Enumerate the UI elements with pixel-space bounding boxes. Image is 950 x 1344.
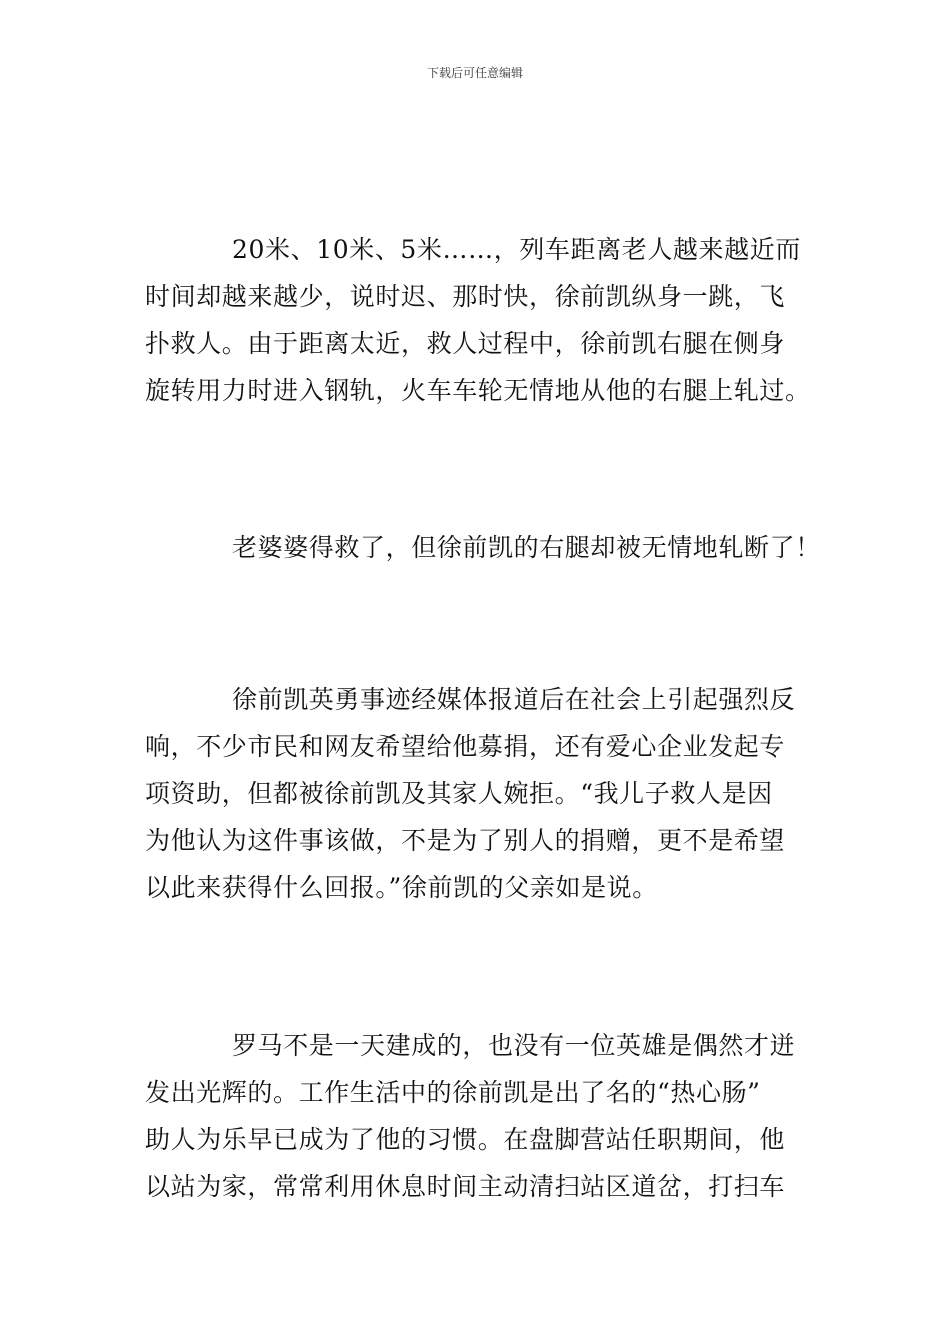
- paragraph-line: 助人为乐早已成为了他的习惯。在盘脚营站任职期间，他: [145, 1125, 786, 1154]
- paragraph-line: 发出光辉的。工作生活中的徐前凯是出了名的“热心肠”: [145, 1078, 761, 1107]
- paragraph-line: 徐前凯英勇事迹经媒体报道后在社会上引起强烈反: [232, 685, 796, 714]
- paragraph-rescue: [145, 226, 811, 414]
- paragraph-public-response: [145, 676, 807, 911]
- paragraph-line: 以此来获得什么回报。”徐前凯的父亲如是说。: [145, 873, 658, 902]
- paragraph-line: 20米、10米、5米……，列车距离老人越来越近而: [232, 235, 801, 264]
- paragraph-line: 老婆婆得救了，但徐前凯的右腿却被无情地轧断了！: [232, 533, 821, 562]
- paragraph-character: [145, 1022, 807, 1210]
- paragraph-line: 时间却越来越少，说时迟、那时快，徐前凯纵身一跳，飞: [145, 282, 786, 311]
- paragraph-outcome: [145, 524, 821, 571]
- paragraph-line: 项资助，但都被徐前凯及其家人婉拒。“我儿子救人是因: [145, 779, 773, 808]
- paragraph-line: 罗马不是一天建成的，也没有一位英雄是偶然才迸: [232, 1031, 796, 1060]
- page-header-note: 下载后可任意编辑: [426, 66, 523, 80]
- paragraph-line: 扑救人。由于距离太近，救人过程中，徐前凯右腿在侧身: [145, 329, 786, 358]
- paragraph-line: 以站为家，常常利用休息时间主动清扫站区道岔，打扫车: [145, 1172, 786, 1201]
- paragraph-line: 为他认为这件事该做，不是为了别人的捐赠，更不是希望: [145, 826, 786, 855]
- paragraph-line: 旋转用力时进入钢轨，火车车轮无情地从他的右腿上轧过。: [145, 376, 811, 405]
- paragraph-line: 响，不少市民和网友希望给他募捐，还有爱心企业发起专: [145, 732, 786, 761]
